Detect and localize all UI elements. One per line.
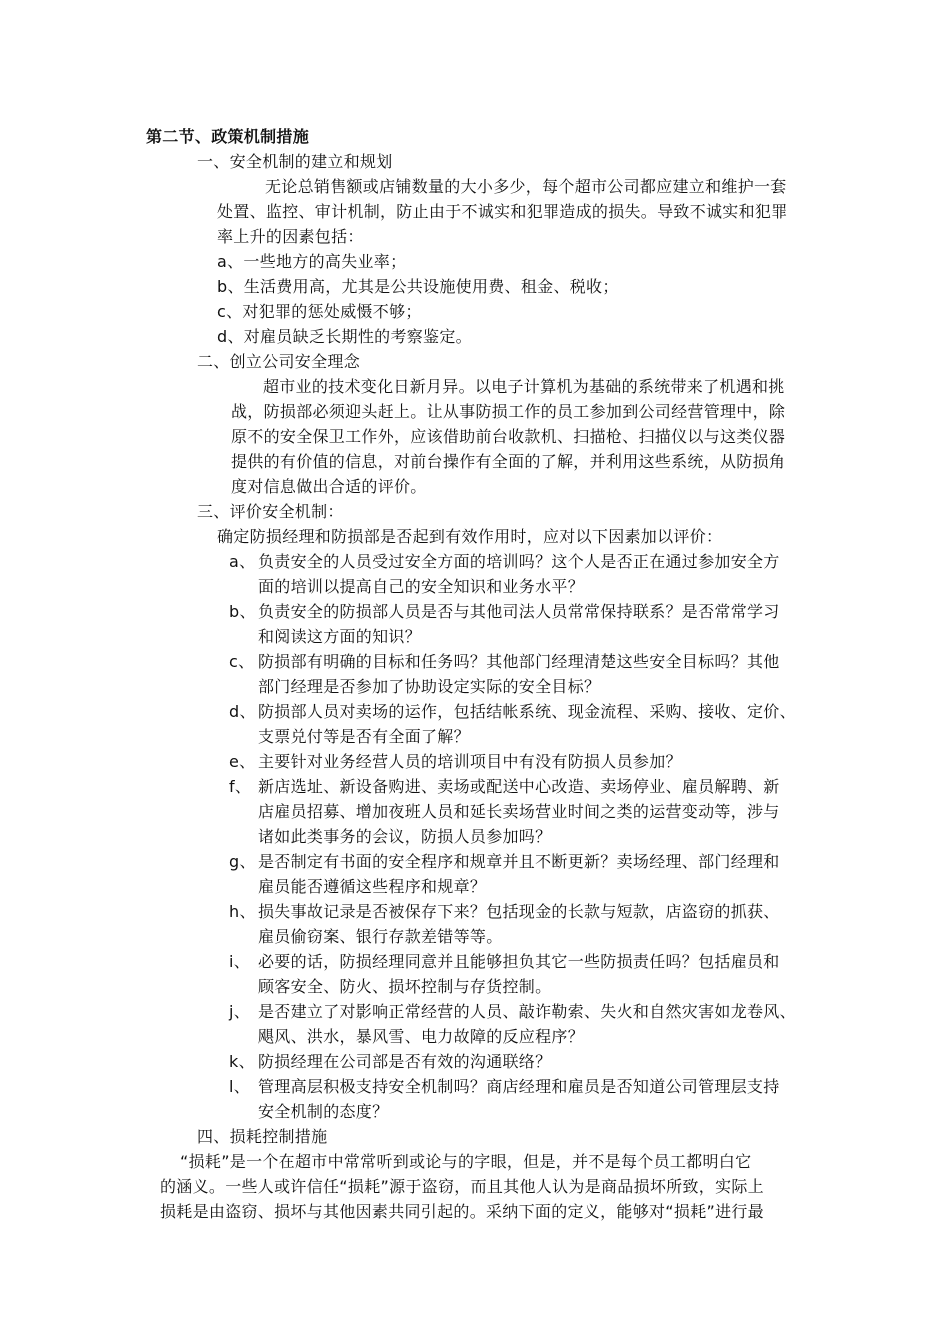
para-2-line: 提供的有价值的信息，对前台操作有全面的了解，并利用这些系统，从防损角: [231, 452, 786, 471]
item-text: 防损部有明确的目标和任务吗？其他部门经理清楚这些安全目标吗？其他: [258, 652, 780, 671]
list-item: d、对雇员缺乏长期性的考察鉴定。: [217, 327, 472, 346]
item-text: 飓风、洪水，暴风雪、电力故障的反应程序？: [258, 1027, 585, 1046]
item-text: 主要针对业务经营人员的培训项目中有没有防损人员参加？: [258, 752, 682, 771]
para-3-intro: 确定防损经理和防损部是否起到有效作用时，应对以下因素加以评价：: [217, 527, 723, 546]
item-text: 店雇员招募、增加夜班人员和延长卖场营业时间之类的运营变动等，涉与: [258, 802, 780, 821]
item-text: 和阅读这方面的知识？: [258, 627, 422, 646]
item-text: 负责安全的防损部人员是否与其他司法人员常常保持联系？是否常常学习: [258, 602, 780, 621]
para-4-line: 的涵义。一些人或许信任“损耗”源于盗窃，而且其他人认为是商品损坏所致，实际上: [160, 1177, 764, 1196]
list-item: b、生活费用高，尤其是公共设施使用费、租金、税收；: [217, 277, 619, 296]
item-marker: g、: [229, 852, 256, 871]
heading-4: 四、损耗控制措施: [197, 1127, 328, 1146]
item-marker: a、: [229, 552, 256, 571]
item-marker: d、: [229, 702, 256, 721]
item-text: 损失事故记录是否被保存下来？包括现金的长款与短款，店盗窃的抓获、: [258, 902, 780, 921]
section-title: 第二节、政策机制措施: [146, 127, 310, 146]
item-text: 负责安全的人员受过安全方面的培训吗？这个人是否正在通过参加安全方: [258, 552, 780, 571]
item-marker: j、: [229, 1002, 251, 1021]
item-text: 部门经理是否参加了协助设定实际的安全目标？: [258, 677, 601, 696]
heading-1: 一、安全机制的建立和规划: [197, 152, 393, 171]
para-4-line: “损耗”是一个在超市中常常听到或论与的字眼，但是，并不是每个员工都明白它: [180, 1152, 752, 1171]
item-marker: f、: [229, 777, 252, 796]
item-marker: h、: [229, 902, 256, 921]
item-text: 新店选址、新设备购进、卖场或配送中心改造、卖场停业、雇员解聘、新: [258, 777, 780, 796]
para-2-line: 度对信息做出合适的评价。: [231, 477, 427, 496]
para-4-line: 损耗是由盗窃、损坏与其他因素共同引起的。采纳下面的定义，能够对“损耗”进行最: [160, 1202, 764, 1221]
item-text: 支票兑付等是否有全面了解？: [258, 727, 470, 746]
para-1-line-2: 处置、监控、审计机制，防止由于不诚实和犯罪造成的损失。导致不诚实和犯罪: [217, 202, 788, 221]
item-marker: l、: [229, 1077, 251, 1096]
item-marker: k、: [229, 1052, 255, 1071]
para-2-line: 战，防损部必须迎头赶上。让从事防损工作的员工参加到公司经营管理中，除: [231, 402, 786, 421]
item-marker: c、: [229, 652, 255, 671]
item-text: 是否制定有书面的安全程序和规章并且不断更新？卖场经理、部门经理和: [258, 852, 780, 871]
para-1-line-1: 无论总销售额或店铺数量的大小多少，每个超市公司都应建立和维护一套: [265, 177, 787, 196]
heading-2: 二、创立公司安全理念: [197, 352, 361, 371]
item-text: 管理高层积极支持安全机制吗？商店经理和雇员是否知道公司管理层支持: [258, 1077, 780, 1096]
item-text: 诸如此类事务的会议，防损人员参加吗？: [258, 827, 552, 846]
item-text: 防损部人员对卖场的运作，包括结帐系统、现金流程、采购、接收、定价、: [258, 702, 796, 721]
item-text: 雇员能否遵循这些程序和规章？: [258, 877, 487, 896]
para-2-line: 超市业的技术变化日新月异。以电子计算机为基础的系统带来了机遇和挑: [263, 377, 785, 396]
list-item: a、一些地方的高失业率；: [217, 252, 407, 271]
item-text: 防损经理在公司部是否有效的沟通联络？: [258, 1052, 552, 1071]
para-1-line-3: 率上升的因素包括：: [217, 227, 364, 246]
item-text: 安全机制的态度？: [258, 1102, 389, 1121]
item-text: 面的培训以提高自己的安全知识和业务水平？: [258, 577, 585, 596]
item-marker: b、: [229, 602, 256, 621]
item-marker: i、: [229, 952, 251, 971]
item-text: 必要的话，防损经理同意并且能够担负其它一些防损责任吗？包括雇员和: [258, 952, 780, 971]
item-text: 是否建立了对影响正常经营的人员、敲诈勒索、失火和自然灾害如龙卷风、: [258, 1002, 796, 1021]
para-2-line: 原不的安全保卫工作外，应该借助前台收款机、扫描枪、扫描仪以与这类仪器: [231, 427, 786, 446]
heading-3: 三、评价安全机制：: [197, 502, 344, 521]
item-text: 雇员偷窃案、银行存款差错等等。: [258, 927, 503, 946]
item-text: 顾客安全、防火、损坏控制与存货控制。: [258, 977, 552, 996]
list-item: c、对犯罪的惩处威慑不够；: [217, 302, 422, 321]
item-marker: e、: [229, 752, 256, 771]
